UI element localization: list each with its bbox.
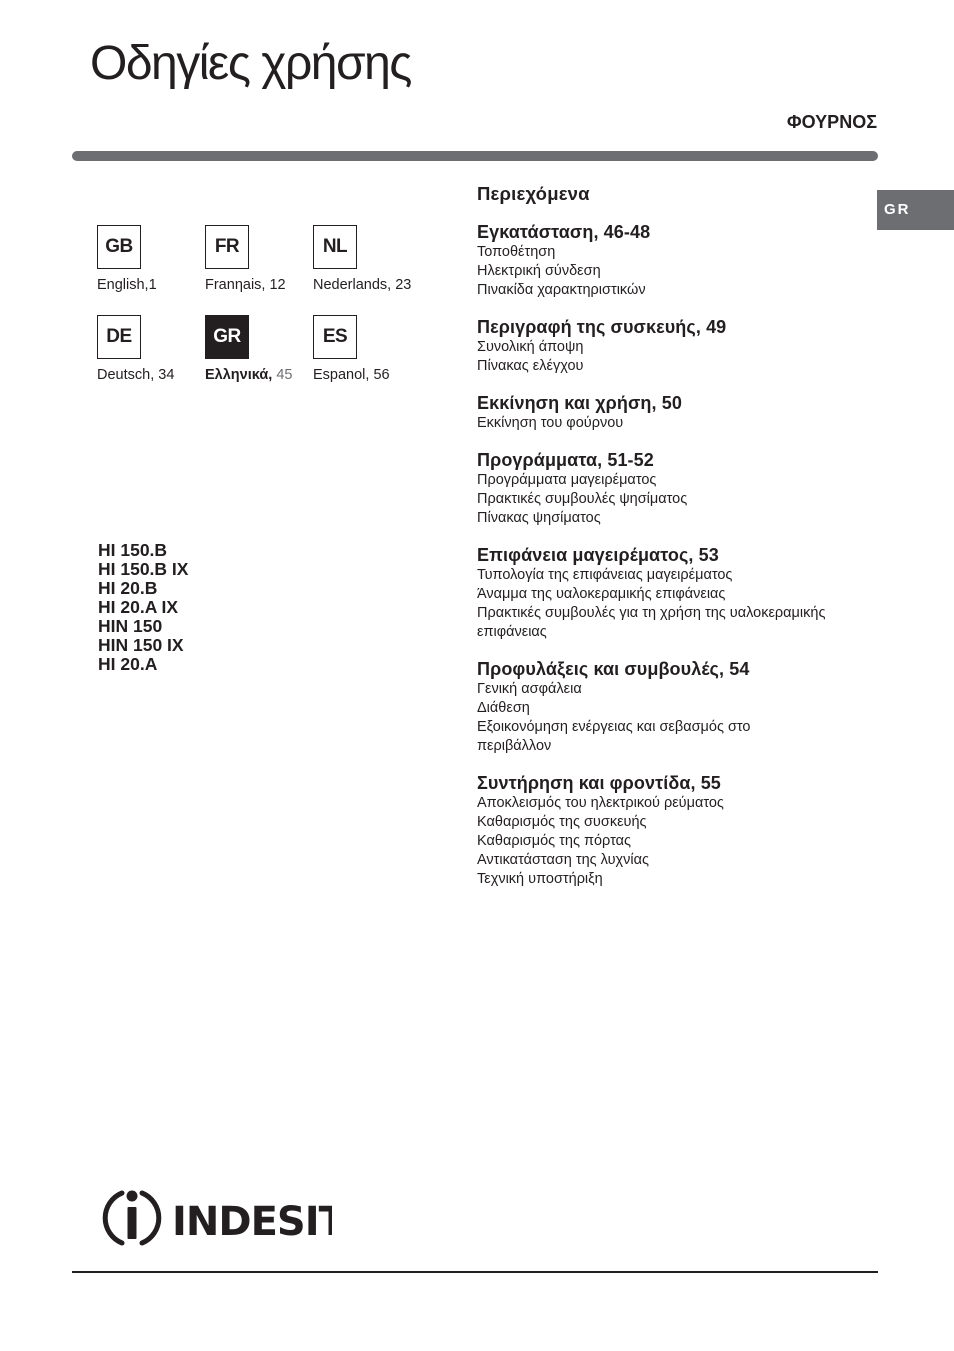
toc-item: Πρακτικές συμβουλές ψησίματος — [477, 491, 688, 507]
toc-item: Συνολική άποψη — [477, 339, 584, 355]
page-title: Οδηγίες χρήσης — [90, 37, 411, 90]
model-item: HI 20.A IX — [98, 597, 179, 617]
toc-section-description — [477, 316, 877, 376]
language-code-box: DE — [97, 315, 141, 359]
toc-item: Πινακίδα χαρακτηριστικών — [477, 282, 646, 298]
toc-section-title[interactable]: Εγκατάσταση, 46-48 — [477, 222, 651, 242]
language-code-box: GR — [205, 315, 249, 359]
toc-section-precautions — [477, 658, 877, 756]
toc-section-cooktop — [477, 544, 877, 642]
header-divider-bar — [72, 151, 878, 161]
toc-item: Πρακτικές συμβουλές για τη χρήση της υαλοκεραμικής — [477, 605, 826, 621]
toc-section-startup — [477, 392, 877, 433]
toc-item: Τυπολογία της επιφάνειας μαγειρέματος — [477, 567, 733, 583]
language-gb[interactable] — [97, 225, 207, 293]
model-item: HI 20.B — [98, 578, 158, 598]
toc-section-title[interactable]: Συντήρηση και φροντίδα, 55 — [477, 773, 721, 793]
toc-heading: Περιεχόμενα — [477, 183, 590, 204]
toc-item: Εξοικονόμηση ενέργειας και σεβασμός στο — [477, 719, 751, 735]
toc-section-title[interactable]: Περιγραφή της συσκευής, 49 — [477, 317, 727, 337]
language-code-box: NL — [313, 225, 357, 269]
toc-section-installation — [477, 221, 877, 300]
toc-section-maintenance — [477, 772, 877, 889]
toc-item: Αντικατάσταση της λυχνίας — [477, 852, 649, 868]
language-code-box: FR — [205, 225, 249, 269]
toc-item: Άναμμα της υαλοκεραμικής επιφάνειας — [477, 586, 726, 602]
toc-section-title[interactable]: Προγράμματα, 51-52 — [477, 450, 654, 470]
toc-item: Πίνακας ψησίματος — [477, 510, 601, 526]
toc-section-title[interactable]: Προφυλάξεις και συμβουλές, 54 — [477, 659, 750, 679]
toc-item: Τοποθέτηση — [477, 244, 556, 260]
toc-item: Καθαρισμός της συσκευής — [477, 814, 647, 830]
toc-item: Εκκίνηση του φούρνου — [477, 415, 624, 431]
toc-item: Τεχνική υποστήριξη — [477, 871, 603, 887]
toc-item: Διάθεση — [477, 700, 530, 716]
model-item: HI 20.A — [98, 654, 158, 674]
toc-section-title[interactable]: Εκκίνηση και χρήση, 50 — [477, 393, 682, 413]
product-label: ΦΟΥΡΝΟΣ — [786, 112, 877, 132]
language-label: Deutsch, 34 — [97, 367, 175, 383]
language-code-box: GB — [97, 225, 141, 269]
language-es[interactable] — [313, 315, 423, 383]
model-item: HIN 150 — [98, 616, 163, 636]
model-list — [98, 541, 188, 674]
footer-rule — [72, 1271, 878, 1273]
language-nl[interactable] — [313, 225, 423, 293]
language-fr[interactable] — [205, 225, 315, 293]
svg-text:INDESIT: INDESIT — [172, 1199, 332, 1245]
language-side-tab: GR — [877, 190, 954, 230]
toc-section-programs — [477, 449, 877, 528]
language-label: Espanol, 56 — [313, 367, 390, 383]
indesit-logo — [100, 1185, 332, 1249]
toc-item: Πίνακας ελέγχου — [477, 358, 584, 374]
toc-item: Προγράμματα μαγειρέματος — [477, 472, 657, 488]
indesit-i-logo-icon — [100, 1185, 332, 1249]
language-label: Franηais, 12 — [205, 277, 286, 293]
toc-item: περιβάλλον — [477, 738, 552, 754]
toc-item: Ηλεκτρική σύνδεση — [477, 263, 601, 279]
language-label: Ελληνικά, 45 — [205, 367, 293, 383]
toc-section-title[interactable]: Επιφάνεια μαγειρέματος, 53 — [477, 545, 719, 565]
toc-item: Γενική ασφάλεια — [477, 681, 582, 697]
toc-item: Αποκλεισμός του ηλεκτρικού ρεύματος — [477, 795, 724, 811]
model-item: HI 150.B IX — [98, 559, 189, 579]
language-de[interactable] — [97, 315, 207, 383]
language-gr-selected[interactable] — [205, 315, 315, 383]
language-label: English,1 — [97, 277, 157, 293]
table-of-contents — [477, 183, 877, 905]
language-code-box: ES — [313, 315, 357, 359]
language-label: Nederlands, 23 — [313, 277, 412, 293]
toc-item: Καθαρισμός της πόρτας — [477, 833, 631, 849]
model-item: HI 150.B — [98, 540, 168, 560]
toc-item: επιφάνειας — [477, 624, 547, 640]
model-item: HIN 150 IX — [98, 635, 184, 655]
